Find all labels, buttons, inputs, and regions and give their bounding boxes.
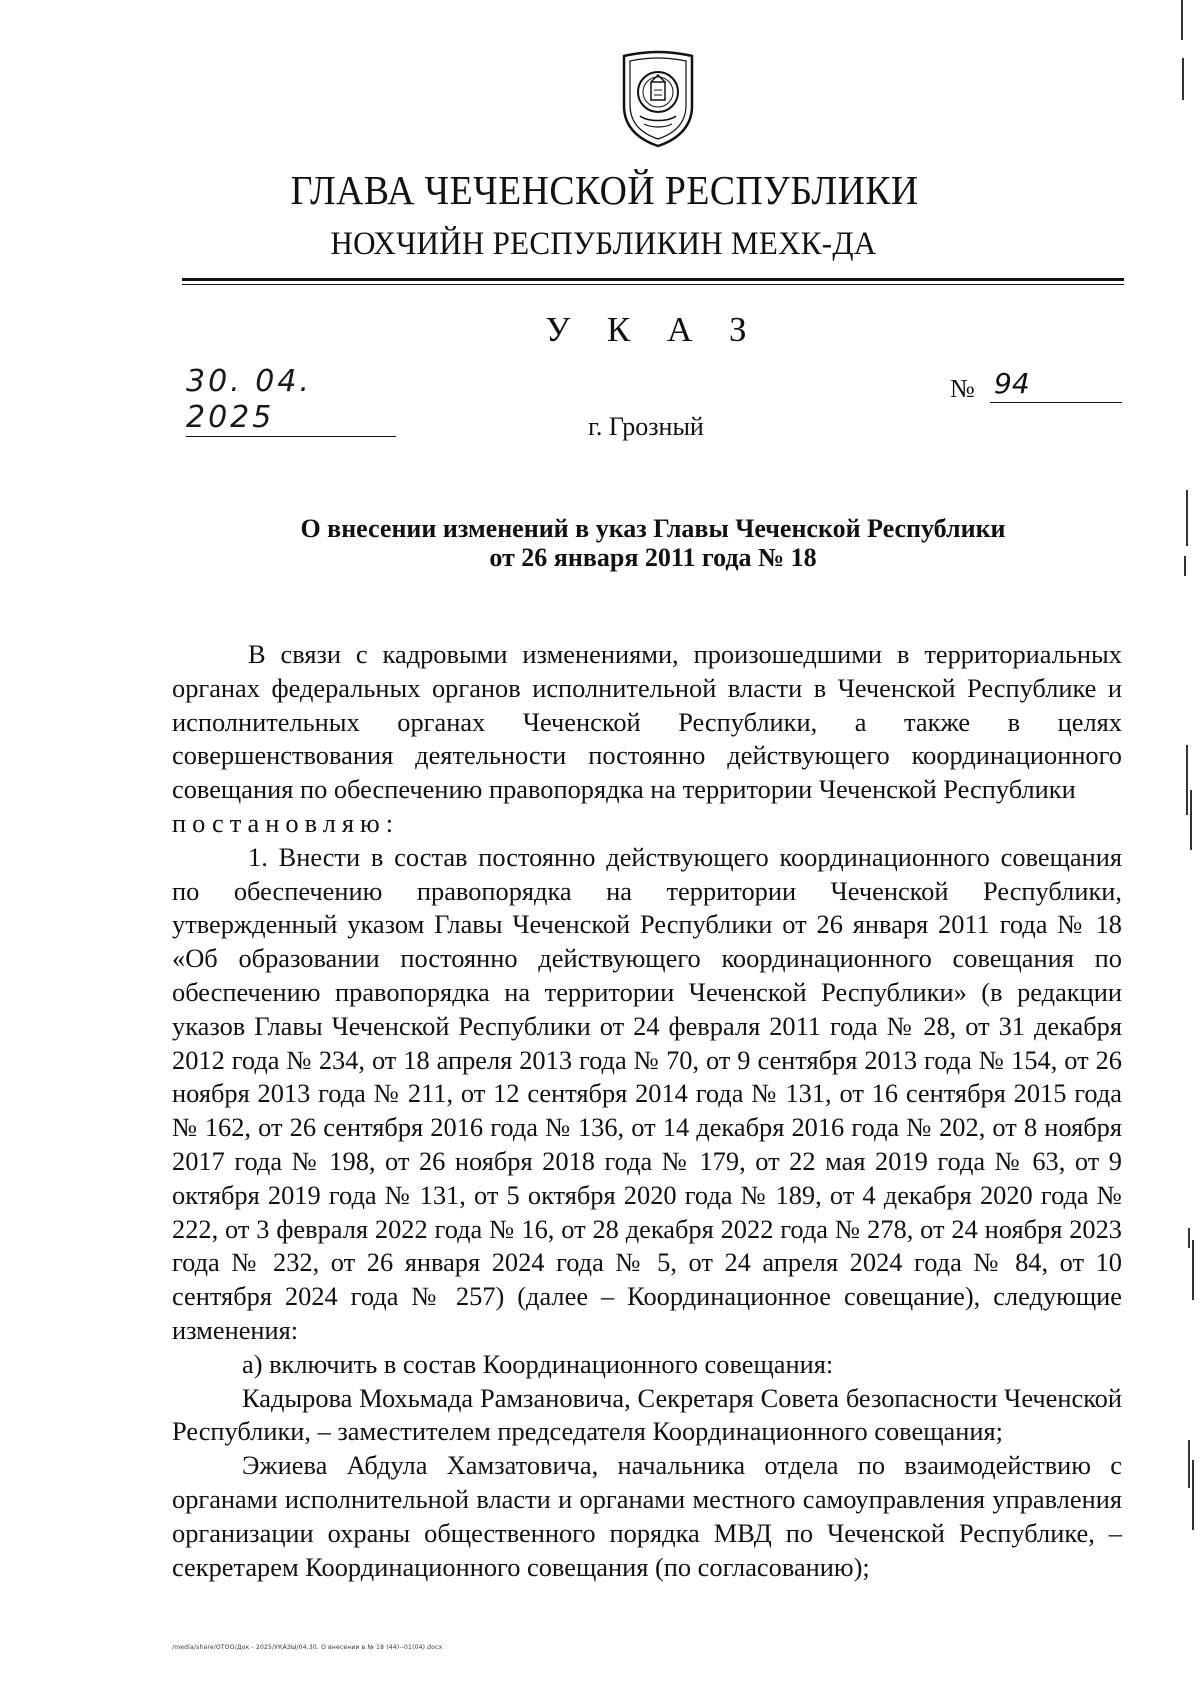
scan-edge-mark	[1186, 745, 1188, 815]
scan-edge-mark	[1181, 0, 1183, 40]
handwritten-number: 94	[990, 366, 1122, 403]
coat-of-arms-emblem	[618, 48, 698, 148]
item-a-paragraph: а) включить в состав Координационного совещания:	[242, 1348, 834, 1379]
decree-title	[182, 514, 1124, 572]
preamble-paragraph: В связи с кадровыми изменениями, произошедшими в территориальных органах федеральных органов исполнительной власти в Чеченской Республике и исполнительных органах Чеченской Республики, а также в целях совершенствования деятельности постоянно действующего координационного совещания по обеспечению правопорядка на территории Чеченской Республики	[172, 639, 1122, 805]
issuer-title-chechen: НОХЧИЙН РЕСПУБЛИКИН МЕХК-ДА	[330, 226, 877, 262]
scan-edge-mark	[1190, 790, 1192, 850]
footer-file-path: /media/share/ОТОО/Док - 2025/УКАЗЫ/04.30. О внесении в № 18 (44)--01(04).docx	[172, 1644, 443, 1651]
scan-edge-mark	[1186, 490, 1188, 546]
document-type	[0, 310, 1200, 350]
scan-edge-mark	[1192, 1460, 1194, 1530]
item-1-paragraph: 1. Внести в состав постоянно действующего координационного совещания по обеспечению правопорядка на территории Чеченской Республики, утвержденный указом Главы Чеченской Республики от 26 января 2011 года № 18 «Об образовании постоянно действующего координационного совещания по обеспечению правопорядка на территории Чеченской Республики» (в редакции указов Главы Чеченской Республики от 24 февраля 2011 года № 28, от 31 декабря 2012 года № 234, от 18 апреля 2013 года № 70, от 9 сентября 2013 года № 154, от 26 ноября 2013 года № 211, от 12 сентября 2014 года № 131, от 16 сентября 2015 года № 162, от 26 сентября 2016 года № 136, от 14 декабря 2016 года № 202, от 8 ноября 2017 года № 198, от 26 ноября 2018 года № 179, от 22 мая 2019 года № 63, от 9 октября 2019 года № 131, от 5 октября 2020 года № 189, от 4 декабря 2020 года № 222, от 3 февраля 2022 года № 16, от 28 декабря 2022 года № 278, от 24 ноября 2023 года № 232, от 26 января 2024 года № 5, от 24 апреля 2024 года № 84, от 10 сентября 2024 года № 257) (далее – Координационное совещание), следующие изменения:	[172, 841, 1122, 1345]
handwritten-date: 30. 04. 2025	[186, 364, 396, 437]
header-rule-thin	[182, 284, 1124, 285]
scan-edge-mark	[1192, 1240, 1194, 1300]
decree-title-line1: О внесении изменений в указ Главы Чеченской Республики	[300, 514, 1006, 543]
document-type-label: У К А З	[545, 310, 761, 349]
decree-body	[172, 638, 1122, 1584]
decree-title-line2: от 26 января 2011 года № 18	[489, 543, 817, 572]
city-name: г. Грозный	[588, 412, 704, 441]
city-line	[0, 412, 1200, 442]
resolve-word: постановляю:	[172, 807, 400, 838]
scan-edge-mark	[1188, 1440, 1190, 1488]
scan-edge-mark	[1188, 1228, 1190, 1248]
scan-edge-mark	[1184, 556, 1186, 576]
scan-edge-mark	[1182, 58, 1184, 100]
person-2-paragraph: Эжиева Абдула Хамзатовича, начальника отдела по взаимодействию с органами исполнительной власти и органами местного самоуправления управления организации охраны общественного порядка МВД по Чеченской Республике, – секретарем Координационного совещания (по согласованию);	[172, 1450, 1122, 1582]
issuer-title-russian: ГЛАВА ЧЕЧЕНСКОЙ РЕСПУБЛИКИ	[290, 167, 919, 213]
person-1-paragraph: Кадырова Мохьмада Рамзановича, Секретаря Совета безопасности Чеченской Республики, – заместителем председателя Координационного совещания;	[172, 1382, 1122, 1447]
header-rule-thick	[182, 278, 1124, 281]
number-label: №	[950, 374, 975, 403]
